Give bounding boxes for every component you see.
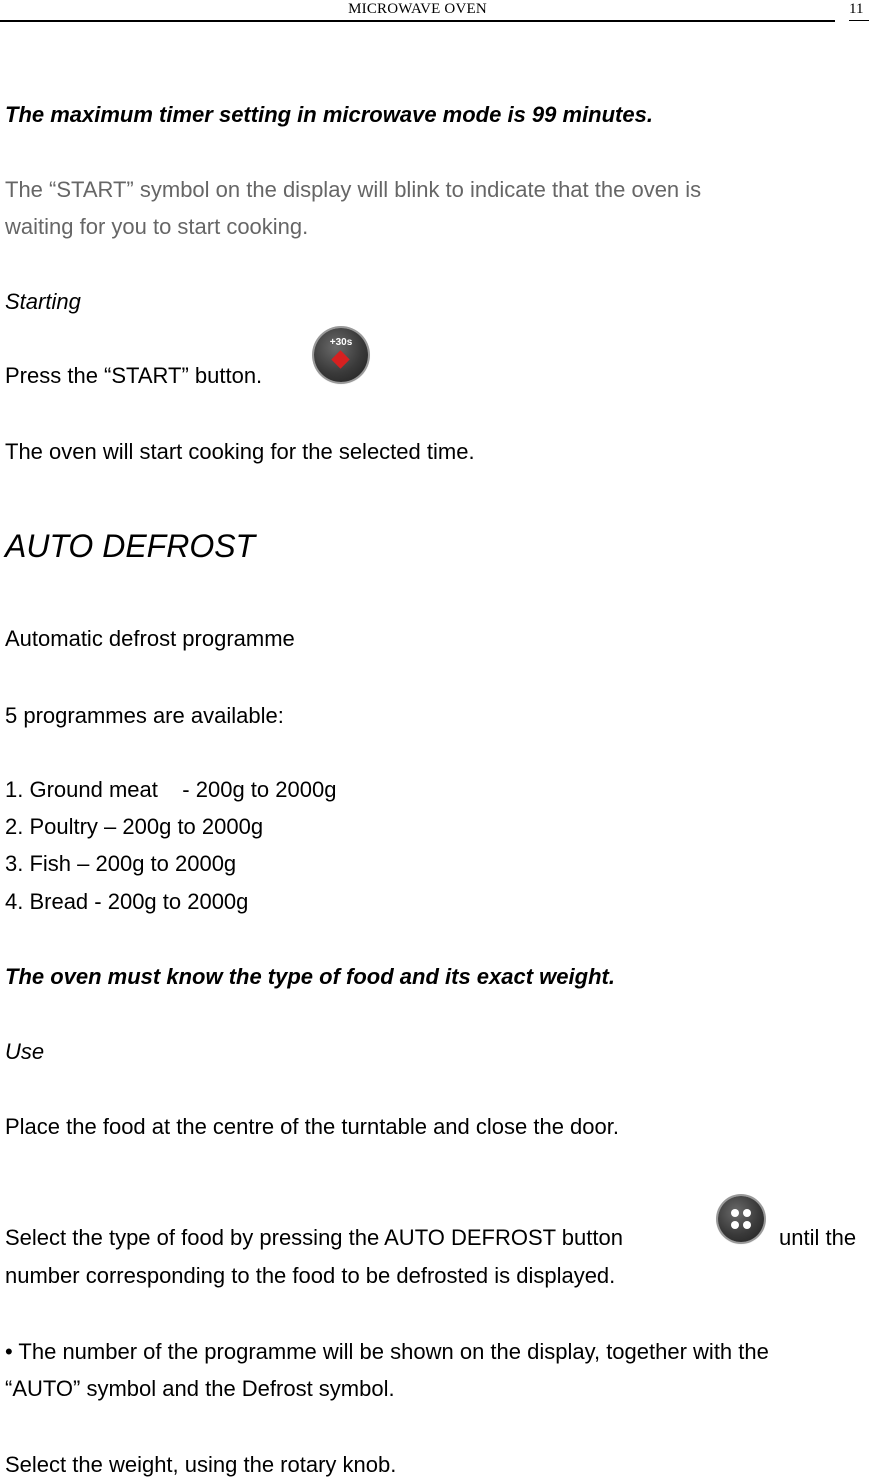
select-type-text-1a: Select the type of food by pressing the AUTO DEFROST button [5,1225,623,1250]
grid-dots-icon [731,1209,751,1229]
header-rule [0,20,835,22]
starting-heading: Starting [5,289,81,314]
programme-display-bullet-1: • The number of the programme will be shown on the display, together with the [5,1339,769,1364]
must-know-note: The oven must know the type of food and its exact weight. [5,964,615,989]
auto-defrost-description: Automatic defrost programme [5,626,295,651]
programme-item: 3. Fish – 200g to 2000g [5,851,237,876]
page-header [0,0,869,24]
programmes-available-text: 5 programmes are available: [5,703,284,728]
auto-defrost-button-icon [718,1196,764,1242]
start-button-icon [314,328,368,382]
oven-start-text: The oven will start cooking for the selected time. [5,439,475,464]
select-type-text-1b: until the [779,1225,857,1250]
press-start-text: Press the “START” button. [5,363,263,388]
use-heading: Use [5,1039,45,1064]
start-blink-line-1: The “START” symbol on the display will blink to indicate that the oven is [5,177,702,202]
start-button-label: +30s [329,337,353,348]
page-number: 11 [849,1,864,17]
select-weight-text: Select the weight, using the rotary knob. [5,1452,397,1477]
place-food-text: Place the food at the centre of the turntable and close the door. [5,1114,619,1139]
programme-item: 4. Bread - 200g to 2000g [5,889,249,914]
header-title: MICROWAVE OVEN [348,1,487,17]
select-type-text-2: number corresponding to the food to be defrosted is displayed. [5,1263,616,1288]
programme-item: 2. Poultry – 200g to 2000g [5,814,264,839]
auto-defrost-heading: AUTO DEFROST [5,528,256,564]
start-blink-line-2: waiting for you to start cooking. [5,214,309,239]
programme-display-bullet-2: “AUTO” symbol and the Defrost symbol. [5,1376,395,1401]
start-diamond-icon [331,350,349,368]
max-timer-note: The maximum timer setting in microwave mode is 99 minutes. [5,102,653,127]
programme-item: 1. Ground meat - 200g to 2000g [5,777,337,802]
page-number-rule [849,20,869,21]
